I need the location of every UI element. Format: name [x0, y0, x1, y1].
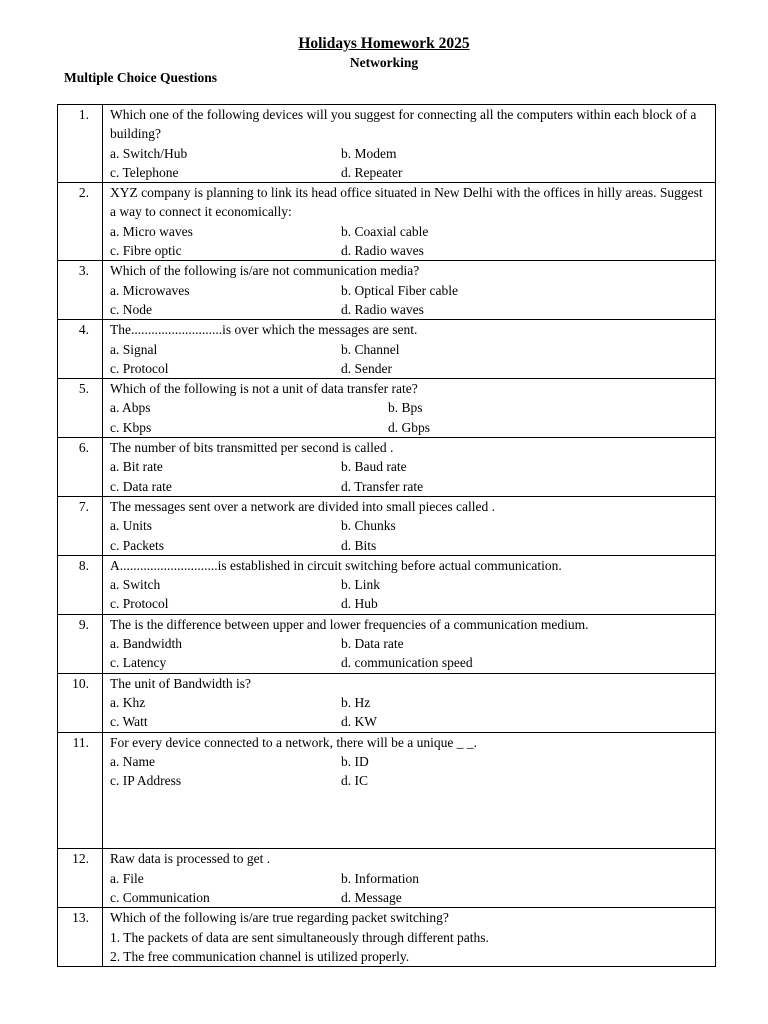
question-text: The messages sent over a network are divided into small pieces called . [110, 498, 495, 514]
question-cell [103, 555, 716, 614]
option: a. Name [110, 753, 155, 769]
options-grid [110, 869, 709, 908]
question-row [58, 261, 716, 320]
option: b. Hz [341, 694, 371, 710]
question-number: 3. [58, 261, 103, 320]
question-row [58, 183, 716, 261]
questions-table [57, 104, 716, 967]
option: b. Coaxial cable [341, 223, 429, 239]
question-text: A.............................is established in circuit switching before actual communication. [110, 557, 562, 573]
question-row [58, 555, 716, 614]
options-grid [110, 144, 709, 183]
options-grid [110, 693, 709, 732]
question-cell [103, 183, 716, 261]
option: d. Transfer rate [341, 478, 424, 494]
statement-line: 1. The packets of data are sent simultaneously through different paths. [110, 929, 489, 945]
option: b. Optical Fiber cable [341, 282, 458, 298]
question-text: Which of the following is/are true regarding packet switching? [110, 910, 449, 926]
option: c. Node [110, 301, 152, 317]
option: a. Signal [110, 341, 158, 357]
option: d. Message [341, 889, 402, 905]
option: c. Latency [110, 655, 167, 671]
question-text: Which one of the following devices will you suggest for connecting all the computers within each block of a building? [110, 107, 697, 142]
question-cell [103, 908, 716, 967]
option: d. Gbps [388, 419, 431, 435]
option: c. Protocol [110, 596, 169, 612]
blank-space [110, 790, 709, 848]
option: d. Sender [341, 360, 392, 376]
question-row [58, 614, 716, 673]
option: a. Microwaves [110, 282, 190, 298]
option: b. ID [341, 753, 369, 769]
option: d. Radio waves [341, 301, 424, 317]
question-number: 7. [58, 496, 103, 555]
question-number: 9. [58, 614, 103, 673]
option: c. IP Address [110, 773, 182, 789]
question-row [58, 320, 716, 379]
option: b. Data rate [341, 636, 404, 652]
option: c. Kbps [110, 419, 152, 435]
option: c. Watt [110, 714, 148, 730]
question-cell [103, 673, 716, 732]
question-number: 2. [58, 183, 103, 261]
statement-line: 2. The free communication channel is utilized properly. [110, 948, 410, 964]
option: b. Chunks [341, 518, 396, 534]
question-number: 8. [58, 555, 103, 614]
question-number: 6. [58, 438, 103, 497]
option: a. Switch/Hub [110, 145, 188, 161]
question-text: Which of the following is not a unit of data transfer rate? [110, 381, 418, 397]
option: c. Protocol [110, 360, 169, 376]
option: d. IC [341, 773, 368, 789]
question-text: The number of bits transmitted per second is called . [110, 440, 394, 456]
option: a. Abps [110, 400, 151, 416]
question-cell [103, 849, 716, 908]
options-grid [110, 516, 709, 555]
option: b. Link [341, 577, 380, 593]
question-row [58, 849, 716, 908]
option: b. Baud rate [341, 459, 407, 475]
question-row [58, 438, 716, 497]
question-row [58, 105, 716, 183]
question-number: 4. [58, 320, 103, 379]
option: d. Bits [341, 537, 377, 553]
question-cell [103, 732, 716, 849]
option: d. communication speed [341, 655, 473, 671]
question-text: Raw data is processed to get . [110, 851, 271, 867]
option: c. Fibre optic [110, 243, 182, 259]
option: b. Channel [341, 341, 400, 357]
option: b. Bps [388, 400, 423, 416]
section-heading: Multiple Choice Questions [64, 70, 218, 85]
page-title: Holidays Homework 2025 [298, 35, 470, 52]
question-text: The...........................is over which the messages are sent. [110, 322, 418, 338]
option: d. Repeater [341, 164, 403, 180]
subject-subtitle: Networking [349, 55, 419, 70]
question-row [58, 908, 716, 967]
question-row [58, 496, 716, 555]
option: d. Radio waves [341, 243, 424, 259]
option: a. File [110, 870, 144, 886]
question-number: 1. [58, 105, 103, 183]
options-grid [110, 634, 709, 673]
option: c. Communication [110, 889, 210, 905]
option: c. Telephone [110, 164, 179, 180]
question-row [58, 732, 716, 849]
options-grid [110, 340, 709, 379]
option: d. Hub [341, 596, 378, 612]
question-number: 10. [58, 673, 103, 732]
option: a. Units [110, 518, 152, 534]
option: c. Data rate [110, 478, 172, 494]
option: b. Modem [341, 145, 397, 161]
options-grid [110, 457, 709, 496]
options-grid [110, 281, 709, 320]
options-grid [110, 222, 709, 261]
question-text: The is the difference between upper and lower frequencies of a communication medium. [110, 616, 589, 632]
question-cell [103, 261, 716, 320]
question-cell [103, 379, 716, 438]
question-number: 12. [58, 849, 103, 908]
option: a. Micro waves [110, 223, 193, 239]
question-text: The unit of Bandwidth is? [110, 675, 251, 691]
question-number: 11. [58, 732, 103, 849]
option: a. Bit rate [110, 459, 163, 475]
question-text: XYZ company is planning to link its head office situated in New Delhi with the offices in hilly areas. Suggest a way to connect it economically: [110, 185, 703, 220]
options-grid [110, 398, 709, 437]
option: d. KW [341, 714, 377, 730]
option: a. Switch [110, 577, 161, 593]
question-cell [103, 438, 716, 497]
option: c. Packets [110, 537, 164, 553]
options-grid [110, 575, 709, 614]
option: b. Information [341, 870, 419, 886]
question-text: For every device connected to a network, there will be a unique _ _. [110, 734, 477, 750]
question-number: 13. [58, 908, 103, 967]
question-cell [103, 614, 716, 673]
question-cell [103, 105, 716, 183]
question-row [58, 673, 716, 732]
question-cell [103, 320, 716, 379]
question-cell [103, 496, 716, 555]
options-grid [110, 752, 709, 791]
question-text: Which of the following is/are not communication media? [110, 263, 420, 279]
option: a. Khz [110, 694, 146, 710]
option: a. Bandwidth [110, 636, 182, 652]
question-number: 5. [58, 379, 103, 438]
question-row [58, 379, 716, 438]
